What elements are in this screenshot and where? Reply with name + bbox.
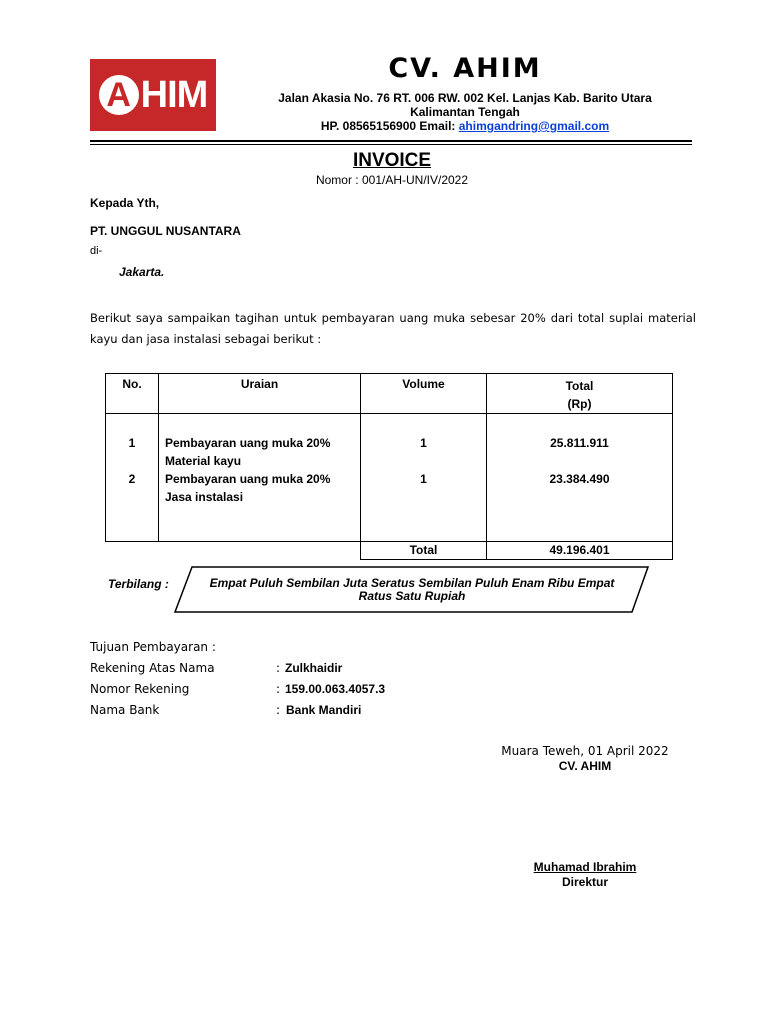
row-2-volume: 1 bbox=[420, 472, 427, 486]
company-name: CV. AHIM bbox=[388, 53, 542, 84]
table-total-row bbox=[106, 542, 673, 560]
payment-value-account-name: Zulkhaidir bbox=[285, 661, 343, 675]
signatory-name: Muhamad Ibrahim bbox=[533, 860, 637, 874]
header-uraian: Uraian bbox=[159, 374, 361, 414]
signature-company: CV. AHIM bbox=[558, 759, 612, 773]
signatory-title: Direktur bbox=[561, 875, 608, 889]
phone-text: HP. 08565156900 Email: bbox=[320, 119, 459, 133]
volume-column bbox=[361, 414, 487, 542]
row-1-total: 25.811.911 bbox=[550, 436, 609, 450]
uraian-column bbox=[159, 414, 361, 542]
email-link[interactable]: ahimgandring@gmail.com bbox=[458, 119, 610, 133]
invoice-title: INVOICE bbox=[352, 150, 432, 171]
row-2-no: 2 bbox=[128, 472, 136, 486]
header-no: No. bbox=[106, 374, 159, 414]
payment-label-account-name: Rekening Atas Nama bbox=[90, 661, 215, 675]
payment-label-account-number: Nomor Rekening bbox=[90, 682, 190, 696]
row-1-no: 1 bbox=[128, 436, 136, 450]
logo-text: HIM bbox=[140, 73, 208, 116]
intro-paragraph: Berikut saya sampaikan tagihan untuk pembayaran uang muka sebesar 20% dari total suplai material kayu dan jasa instalasi sebagai berikut : bbox=[90, 311, 696, 346]
table-body-row bbox=[106, 414, 673, 542]
terbilang-label: Terbilang : bbox=[108, 577, 169, 591]
terbilang-line-2: Ratus Satu Rupiah bbox=[358, 589, 466, 603]
address-line-1: Jalan Akasia No. 76 RT. 006 RW. 002 Kel. Lanjas Kab. Barito Utara bbox=[278, 91, 652, 105]
greeting: Kepada Yth, bbox=[90, 196, 160, 210]
payment-heading: Tujuan Pembayaran : bbox=[90, 640, 216, 654]
header-total-label: Total bbox=[565, 379, 594, 393]
terbilang-line-1: Empat Puluh Sembilan Juta Seratus Sembilan Puluh Enam Ribu Empat bbox=[209, 576, 615, 590]
address-line-2: Kalimantan Tengah bbox=[410, 105, 520, 119]
no-column bbox=[106, 414, 159, 542]
recipient-company: PT. UNGGUL NUSANTARA bbox=[90, 224, 241, 238]
recipient-city: Jakarta. bbox=[119, 265, 165, 279]
logo-letter-a: A bbox=[99, 75, 139, 115]
place-date: Muara Teweh, 01 April 2022 bbox=[501, 744, 669, 758]
payment-label-bank: Nama Bank bbox=[90, 703, 160, 717]
total-column bbox=[487, 414, 673, 542]
contact-line bbox=[250, 119, 680, 133]
payment-separator: : bbox=[276, 661, 281, 675]
header-total-unit: (Rp) bbox=[567, 397, 592, 411]
table-header-row bbox=[106, 374, 673, 414]
header-volume: Volume bbox=[361, 374, 487, 414]
row-1-desc-2: Material kayu bbox=[165, 454, 242, 468]
header-total bbox=[487, 374, 673, 414]
invoice-number: Nomor : 001/AH-UN/IV/2022 bbox=[315, 173, 469, 187]
row-1-desc-1: Pembayaran uang muka 20% bbox=[165, 436, 331, 450]
row-2-total: 23.384.490 bbox=[549, 472, 610, 486]
terbilang-text bbox=[200, 577, 624, 603]
payment-value-bank: Bank Mandiri bbox=[286, 703, 362, 717]
payment-value-account-number: 159.00.063.4057.3 bbox=[285, 682, 386, 696]
total-value: 49.196.401 bbox=[487, 542, 673, 560]
row-2-desc-2: Jasa instalasi bbox=[165, 490, 244, 504]
payment-separator: : bbox=[276, 703, 281, 717]
row-1-volume: 1 bbox=[420, 436, 427, 450]
invoice-table bbox=[105, 373, 673, 560]
letterhead-rule-thin bbox=[90, 144, 692, 145]
recipient-di: di- bbox=[90, 245, 103, 257]
total-label: Total bbox=[361, 542, 487, 560]
letterhead-rule-thick bbox=[90, 140, 692, 142]
company-logo bbox=[90, 59, 216, 131]
row-2-desc-1: Pembayaran uang muka 20% bbox=[165, 472, 331, 486]
payment-separator: : bbox=[276, 682, 281, 696]
